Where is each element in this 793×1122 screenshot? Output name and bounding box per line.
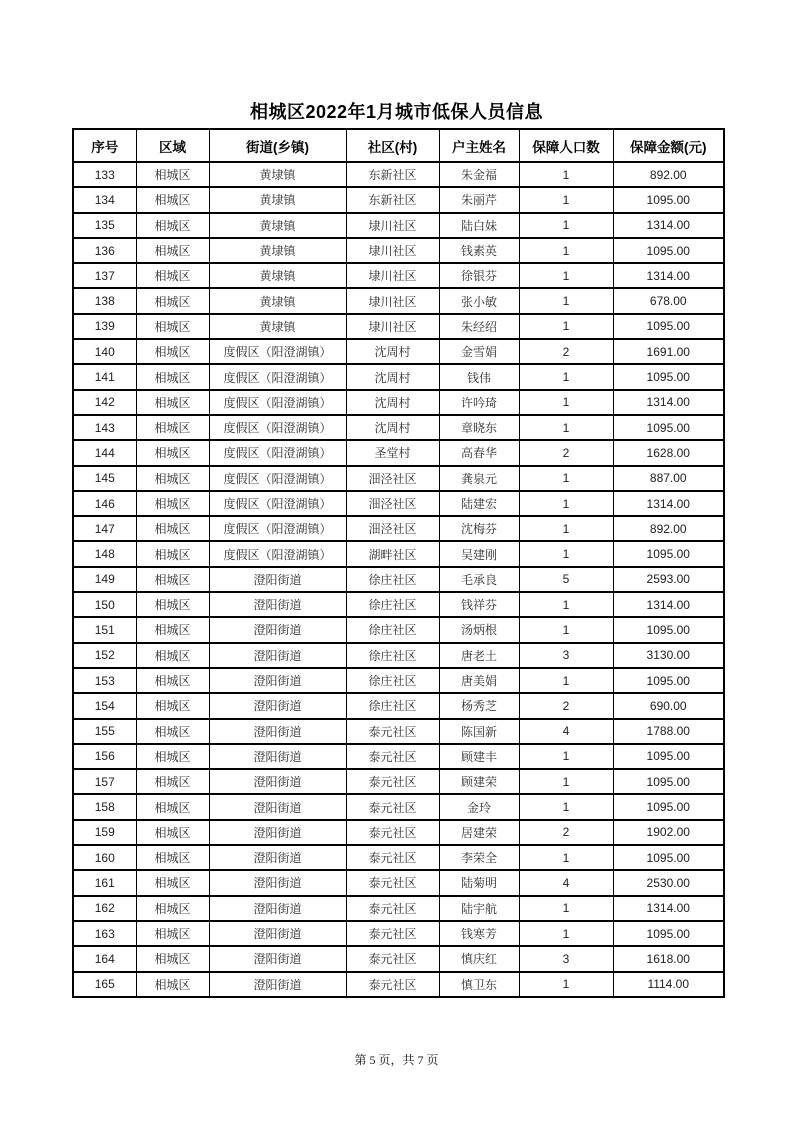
- cell-community-village: 徐庄社区: [346, 668, 439, 693]
- cell-street-township: 度假区（阳澄湖镇）: [209, 466, 346, 491]
- cell-householder-name: 陆白妹: [439, 213, 519, 238]
- cell-region: 相城区: [136, 972, 209, 998]
- cell-street-township: 澄阳街道: [209, 592, 346, 617]
- cell-region: 相城区: [136, 541, 209, 566]
- cell-householder-name: 慎卫东: [439, 972, 519, 998]
- cell-serial-number: 163: [73, 921, 136, 946]
- cell-serial-number: 148: [73, 541, 136, 566]
- cell-householder-name: 朱金福: [439, 162, 519, 187]
- cell-householder-name: 陈国新: [439, 719, 519, 744]
- cell-insured-persons-count: 3: [519, 946, 613, 971]
- table-row: [73, 643, 724, 668]
- column-header: 序号: [73, 129, 136, 162]
- table-row: [73, 744, 724, 769]
- cell-insured-persons-count: 4: [519, 870, 613, 895]
- cell-insured-persons-count: 1: [519, 516, 613, 541]
- cell-community-village: 沈周村: [346, 415, 439, 440]
- cell-community-village: 泰元社区: [346, 744, 439, 769]
- cell-householder-name: 龚泉元: [439, 466, 519, 491]
- cell-householder-name: 居建荣: [439, 820, 519, 845]
- page-footer: 第 5 页，共 7 页: [354, 1053, 439, 1067]
- cell-insured-persons-count: 1: [519, 541, 613, 566]
- cell-benefit-amount: 3130.00: [613, 643, 724, 668]
- cell-benefit-amount: 1618.00: [613, 946, 724, 971]
- cell-serial-number: 152: [73, 643, 136, 668]
- cell-serial-number: 137: [73, 263, 136, 288]
- cell-street-township: 澄阳街道: [209, 794, 346, 819]
- cell-street-township: 黄埭镇: [209, 187, 346, 212]
- cell-community-village: 沺泾社区: [346, 466, 439, 491]
- cell-community-village: 泰元社区: [346, 769, 439, 794]
- cell-region: 相城区: [136, 719, 209, 744]
- cell-insured-persons-count: 1: [519, 794, 613, 819]
- cell-street-township: 度假区（阳澄湖镇）: [209, 491, 346, 516]
- cell-serial-number: 153: [73, 668, 136, 693]
- cell-insured-persons-count: 1: [519, 364, 613, 389]
- cell-benefit-amount: 1114.00: [613, 972, 724, 998]
- cell-serial-number: 140: [73, 339, 136, 364]
- cell-region: 相城区: [136, 794, 209, 819]
- cell-householder-name: 唐老土: [439, 643, 519, 668]
- cell-region: 相城区: [136, 693, 209, 718]
- cell-benefit-amount: 1095.00: [613, 769, 724, 794]
- cell-street-township: 澄阳街道: [209, 567, 346, 592]
- cell-region: 相城区: [136, 187, 209, 212]
- cell-community-village: 沈周村: [346, 364, 439, 389]
- cell-serial-number: 133: [73, 162, 136, 187]
- table-row: [73, 491, 724, 516]
- cell-community-village: 东新社区: [346, 162, 439, 187]
- table-row: [73, 263, 724, 288]
- cell-benefit-amount: 1095.00: [613, 845, 724, 870]
- cell-insured-persons-count: 1: [519, 592, 613, 617]
- column-header: 社区(村): [346, 129, 439, 162]
- table-row: [73, 820, 724, 845]
- cell-insured-persons-count: 2: [519, 339, 613, 364]
- table-row: [73, 921, 724, 946]
- cell-householder-name: 钱祥芬: [439, 592, 519, 617]
- cell-householder-name: 朱经绍: [439, 314, 519, 339]
- cell-serial-number: 160: [73, 845, 136, 870]
- cell-insured-persons-count: 2: [519, 693, 613, 718]
- cell-serial-number: 135: [73, 213, 136, 238]
- cell-insured-persons-count: 4: [519, 719, 613, 744]
- cell-insured-persons-count: 1: [519, 845, 613, 870]
- table-row: [73, 668, 724, 693]
- cell-householder-name: 慎庆红: [439, 946, 519, 971]
- cell-benefit-amount: 1095.00: [613, 415, 724, 440]
- table-row: [73, 440, 724, 465]
- cell-street-township: 黄埭镇: [209, 314, 346, 339]
- cell-street-township: 度假区（阳澄湖镇）: [209, 440, 346, 465]
- cell-region: 相城区: [136, 567, 209, 592]
- header-row: [73, 129, 724, 162]
- cell-benefit-amount: 1691.00: [613, 339, 724, 364]
- cell-serial-number: 138: [73, 288, 136, 313]
- cell-benefit-amount: 1314.00: [613, 390, 724, 415]
- cell-region: 相城区: [136, 769, 209, 794]
- cell-region: 相城区: [136, 668, 209, 693]
- cell-householder-name: 许吟琦: [439, 390, 519, 415]
- cell-community-village: 泰元社区: [346, 896, 439, 921]
- table-row: [73, 719, 724, 744]
- cell-region: 相城区: [136, 162, 209, 187]
- cell-region: 相城区: [136, 845, 209, 870]
- cell-benefit-amount: 892.00: [613, 162, 724, 187]
- cell-serial-number: 144: [73, 440, 136, 465]
- cell-street-township: 澄阳街道: [209, 820, 346, 845]
- cell-serial-number: 149: [73, 567, 136, 592]
- benefits-table: [72, 128, 725, 998]
- cell-benefit-amount: 1314.00: [613, 263, 724, 288]
- cell-region: 相城区: [136, 896, 209, 921]
- cell-serial-number: 146: [73, 491, 136, 516]
- table-row: [73, 972, 724, 998]
- cell-benefit-amount: 887.00: [613, 466, 724, 491]
- cell-serial-number: 156: [73, 744, 136, 769]
- cell-street-township: 度假区（阳澄湖镇）: [209, 339, 346, 364]
- cell-serial-number: 143: [73, 415, 136, 440]
- cell-region: 相城区: [136, 288, 209, 313]
- cell-street-township: 度假区（阳澄湖镇）: [209, 541, 346, 566]
- cell-householder-name: 李荣全: [439, 845, 519, 870]
- cell-community-village: 泰元社区: [346, 946, 439, 971]
- cell-street-township: 黄埭镇: [209, 162, 346, 187]
- cell-region: 相城区: [136, 415, 209, 440]
- table-row: [73, 288, 724, 313]
- cell-community-village: 埭川社区: [346, 263, 439, 288]
- cell-region: 相城区: [136, 314, 209, 339]
- cell-benefit-amount: 1095.00: [613, 921, 724, 946]
- table-row: [73, 339, 724, 364]
- cell-benefit-amount: 1314.00: [613, 213, 724, 238]
- cell-householder-name: 汤炳根: [439, 617, 519, 642]
- cell-community-village: 沈周村: [346, 390, 439, 415]
- cell-insured-persons-count: 1: [519, 491, 613, 516]
- table-row: [73, 516, 724, 541]
- cell-serial-number: 147: [73, 516, 136, 541]
- cell-insured-persons-count: 1: [519, 769, 613, 794]
- cell-householder-name: 金雪娟: [439, 339, 519, 364]
- cell-insured-persons-count: 5: [519, 567, 613, 592]
- cell-insured-persons-count: 1: [519, 187, 613, 212]
- cell-householder-name: 朱丽芹: [439, 187, 519, 212]
- table-row: [73, 364, 724, 389]
- cell-street-township: 澄阳街道: [209, 719, 346, 744]
- table-row: [73, 592, 724, 617]
- cell-serial-number: 136: [73, 238, 136, 263]
- cell-serial-number: 162: [73, 896, 136, 921]
- table-row: [73, 946, 724, 971]
- cell-benefit-amount: 2593.00: [613, 567, 724, 592]
- cell-region: 相城区: [136, 921, 209, 946]
- cell-serial-number: 150: [73, 592, 136, 617]
- cell-serial-number: 165: [73, 972, 136, 998]
- cell-community-village: 徐庄社区: [346, 693, 439, 718]
- cell-householder-name: 钱伟: [439, 364, 519, 389]
- cell-benefit-amount: 690.00: [613, 693, 724, 718]
- cell-community-village: 徐庄社区: [346, 592, 439, 617]
- cell-insured-persons-count: 1: [519, 162, 613, 187]
- cell-insured-persons-count: 1: [519, 744, 613, 769]
- cell-community-village: 泰元社区: [346, 794, 439, 819]
- cell-street-township: 黄埭镇: [209, 263, 346, 288]
- cell-insured-persons-count: 1: [519, 466, 613, 491]
- document-title: 相城区2022年1月城市低保人员信息: [249, 102, 544, 122]
- cell-street-township: 度假区（阳澄湖镇）: [209, 415, 346, 440]
- cell-benefit-amount: 1314.00: [613, 491, 724, 516]
- cell-benefit-amount: 1095.00: [613, 668, 724, 693]
- cell-serial-number: 157: [73, 769, 136, 794]
- cell-householder-name: 顾建荣: [439, 769, 519, 794]
- cell-region: 相城区: [136, 339, 209, 364]
- cell-householder-name: 唐美娟: [439, 668, 519, 693]
- cell-region: 相城区: [136, 592, 209, 617]
- cell-insured-persons-count: 1: [519, 314, 613, 339]
- cell-street-township: 黄埭镇: [209, 288, 346, 313]
- cell-community-village: 东新社区: [346, 187, 439, 212]
- cell-insured-persons-count: 2: [519, 440, 613, 465]
- cell-benefit-amount: 1095.00: [613, 187, 724, 212]
- cell-region: 相城区: [136, 491, 209, 516]
- cell-serial-number: 158: [73, 794, 136, 819]
- cell-insured-persons-count: 1: [519, 668, 613, 693]
- cell-community-village: 徐庄社区: [346, 567, 439, 592]
- cell-benefit-amount: 1095.00: [613, 617, 724, 642]
- cell-street-township: 度假区（阳澄湖镇）: [209, 390, 346, 415]
- cell-community-village: 埭川社区: [346, 238, 439, 263]
- table-row: [73, 870, 724, 895]
- cell-insured-persons-count: 1: [519, 238, 613, 263]
- cell-region: 相城区: [136, 946, 209, 971]
- cell-serial-number: 151: [73, 617, 136, 642]
- table-row: [73, 567, 724, 592]
- cell-householder-name: 徐银芬: [439, 263, 519, 288]
- cell-benefit-amount: 892.00: [613, 516, 724, 541]
- cell-insured-persons-count: 3: [519, 643, 613, 668]
- cell-street-township: 澄阳街道: [209, 643, 346, 668]
- table-row: [73, 466, 724, 491]
- cell-region: 相城区: [136, 516, 209, 541]
- cell-street-township: 澄阳街道: [209, 769, 346, 794]
- cell-region: 相城区: [136, 238, 209, 263]
- cell-street-township: 澄阳街道: [209, 896, 346, 921]
- cell-region: 相城区: [136, 617, 209, 642]
- table-row: [73, 162, 724, 187]
- cell-community-village: 泰元社区: [346, 719, 439, 744]
- cell-benefit-amount: 1788.00: [613, 719, 724, 744]
- cell-street-township: 黄埭镇: [209, 238, 346, 263]
- cell-street-township: 澄阳街道: [209, 946, 346, 971]
- cell-householder-name: 吴建刚: [439, 541, 519, 566]
- cell-community-village: 埭川社区: [346, 213, 439, 238]
- cell-householder-name: 沈梅芬: [439, 516, 519, 541]
- table-row: [73, 390, 724, 415]
- cell-serial-number: 139: [73, 314, 136, 339]
- cell-region: 相城区: [136, 870, 209, 895]
- cell-community-village: 徐庄社区: [346, 643, 439, 668]
- cell-householder-name: 金玲: [439, 794, 519, 819]
- cell-region: 相城区: [136, 390, 209, 415]
- cell-serial-number: 164: [73, 946, 136, 971]
- cell-region: 相城区: [136, 643, 209, 668]
- cell-street-township: 澄阳街道: [209, 668, 346, 693]
- cell-street-township: 澄阳街道: [209, 972, 346, 998]
- table-row: [73, 541, 724, 566]
- cell-street-township: 澄阳街道: [209, 744, 346, 769]
- cell-householder-name: 陆宇航: [439, 896, 519, 921]
- cell-householder-name: 陆菊明: [439, 870, 519, 895]
- table-row: [73, 617, 724, 642]
- cell-serial-number: 155: [73, 719, 136, 744]
- cell-insured-persons-count: 1: [519, 390, 613, 415]
- cell-insured-persons-count: 2: [519, 820, 613, 845]
- cell-benefit-amount: 1314.00: [613, 592, 724, 617]
- cell-benefit-amount: 1628.00: [613, 440, 724, 465]
- cell-street-township: 度假区（阳澄湖镇）: [209, 364, 346, 389]
- cell-serial-number: 142: [73, 390, 136, 415]
- cell-insured-persons-count: 1: [519, 415, 613, 440]
- cell-street-township: 黄埭镇: [209, 213, 346, 238]
- cell-insured-persons-count: 1: [519, 213, 613, 238]
- cell-street-township: 度假区（阳澄湖镇）: [209, 516, 346, 541]
- column-header: 保障金额(元): [613, 129, 724, 162]
- table-row: [73, 845, 724, 870]
- cell-insured-persons-count: 1: [519, 617, 613, 642]
- cell-community-village: 泰元社区: [346, 972, 439, 998]
- cell-benefit-amount: 1095.00: [613, 364, 724, 389]
- cell-community-village: 徐庄社区: [346, 617, 439, 642]
- cell-region: 相城区: [136, 364, 209, 389]
- cell-community-village: 泰元社区: [346, 870, 439, 895]
- cell-region: 相城区: [136, 440, 209, 465]
- cell-serial-number: 154: [73, 693, 136, 718]
- cell-region: 相城区: [136, 466, 209, 491]
- cell-householder-name: 高春华: [439, 440, 519, 465]
- cell-benefit-amount: 1095.00: [613, 238, 724, 263]
- cell-community-village: 泰元社区: [346, 921, 439, 946]
- cell-street-township: 澄阳街道: [209, 693, 346, 718]
- cell-serial-number: 145: [73, 466, 136, 491]
- table-row: [73, 693, 724, 718]
- cell-region: 相城区: [136, 213, 209, 238]
- cell-region: 相城区: [136, 263, 209, 288]
- cell-benefit-amount: 678.00: [613, 288, 724, 313]
- cell-benefit-amount: 1314.00: [613, 896, 724, 921]
- cell-community-village: 埭川社区: [346, 314, 439, 339]
- cell-benefit-amount: 1902.00: [613, 820, 724, 845]
- cell-community-village: 埭川社区: [346, 288, 439, 313]
- cell-householder-name: 毛承良: [439, 567, 519, 592]
- cell-householder-name: 章晓东: [439, 415, 519, 440]
- cell-serial-number: 141: [73, 364, 136, 389]
- table-row: [73, 187, 724, 212]
- table-row: [73, 769, 724, 794]
- cell-street-township: 澄阳街道: [209, 921, 346, 946]
- cell-householder-name: 杨秀芝: [439, 693, 519, 718]
- cell-householder-name: 张小敏: [439, 288, 519, 313]
- column-header: 街道(乡镇): [209, 129, 346, 162]
- cell-street-township: 澄阳街道: [209, 617, 346, 642]
- cell-community-village: 圣堂村: [346, 440, 439, 465]
- cell-householder-name: 陆建宏: [439, 491, 519, 516]
- cell-community-village: 泰元社区: [346, 820, 439, 845]
- cell-region: 相城区: [136, 744, 209, 769]
- table-row: [73, 238, 724, 263]
- cell-serial-number: 161: [73, 870, 136, 895]
- cell-community-village: 泰元社区: [346, 845, 439, 870]
- cell-householder-name: 钱寒芳: [439, 921, 519, 946]
- table-row: [73, 415, 724, 440]
- cell-insured-persons-count: 1: [519, 921, 613, 946]
- cell-benefit-amount: 2530.00: [613, 870, 724, 895]
- cell-street-township: 澄阳街道: [209, 870, 346, 895]
- table-row: [73, 213, 724, 238]
- cell-benefit-amount: 1095.00: [613, 314, 724, 339]
- cell-community-village: 沺泾社区: [346, 516, 439, 541]
- cell-insured-persons-count: 1: [519, 263, 613, 288]
- cell-insured-persons-count: 1: [519, 288, 613, 313]
- column-header: 区域: [136, 129, 209, 162]
- cell-community-village: 沈周村: [346, 339, 439, 364]
- cell-serial-number: 134: [73, 187, 136, 212]
- cell-householder-name: 钱素英: [439, 238, 519, 263]
- column-header: 保障人口数: [519, 129, 613, 162]
- cell-benefit-amount: 1095.00: [613, 794, 724, 819]
- column-header: 户主姓名: [439, 129, 519, 162]
- cell-serial-number: 159: [73, 820, 136, 845]
- cell-community-village: 沺泾社区: [346, 491, 439, 516]
- cell-insured-persons-count: 1: [519, 972, 613, 998]
- table-row: [73, 896, 724, 921]
- cell-insured-persons-count: 1: [519, 896, 613, 921]
- cell-benefit-amount: 1095.00: [613, 744, 724, 769]
- table-row: [73, 314, 724, 339]
- cell-street-township: 澄阳街道: [209, 845, 346, 870]
- table-row: [73, 794, 724, 819]
- cell-community-village: 湖畔社区: [346, 541, 439, 566]
- cell-benefit-amount: 1095.00: [613, 541, 724, 566]
- cell-region: 相城区: [136, 820, 209, 845]
- cell-householder-name: 顾建丰: [439, 744, 519, 769]
